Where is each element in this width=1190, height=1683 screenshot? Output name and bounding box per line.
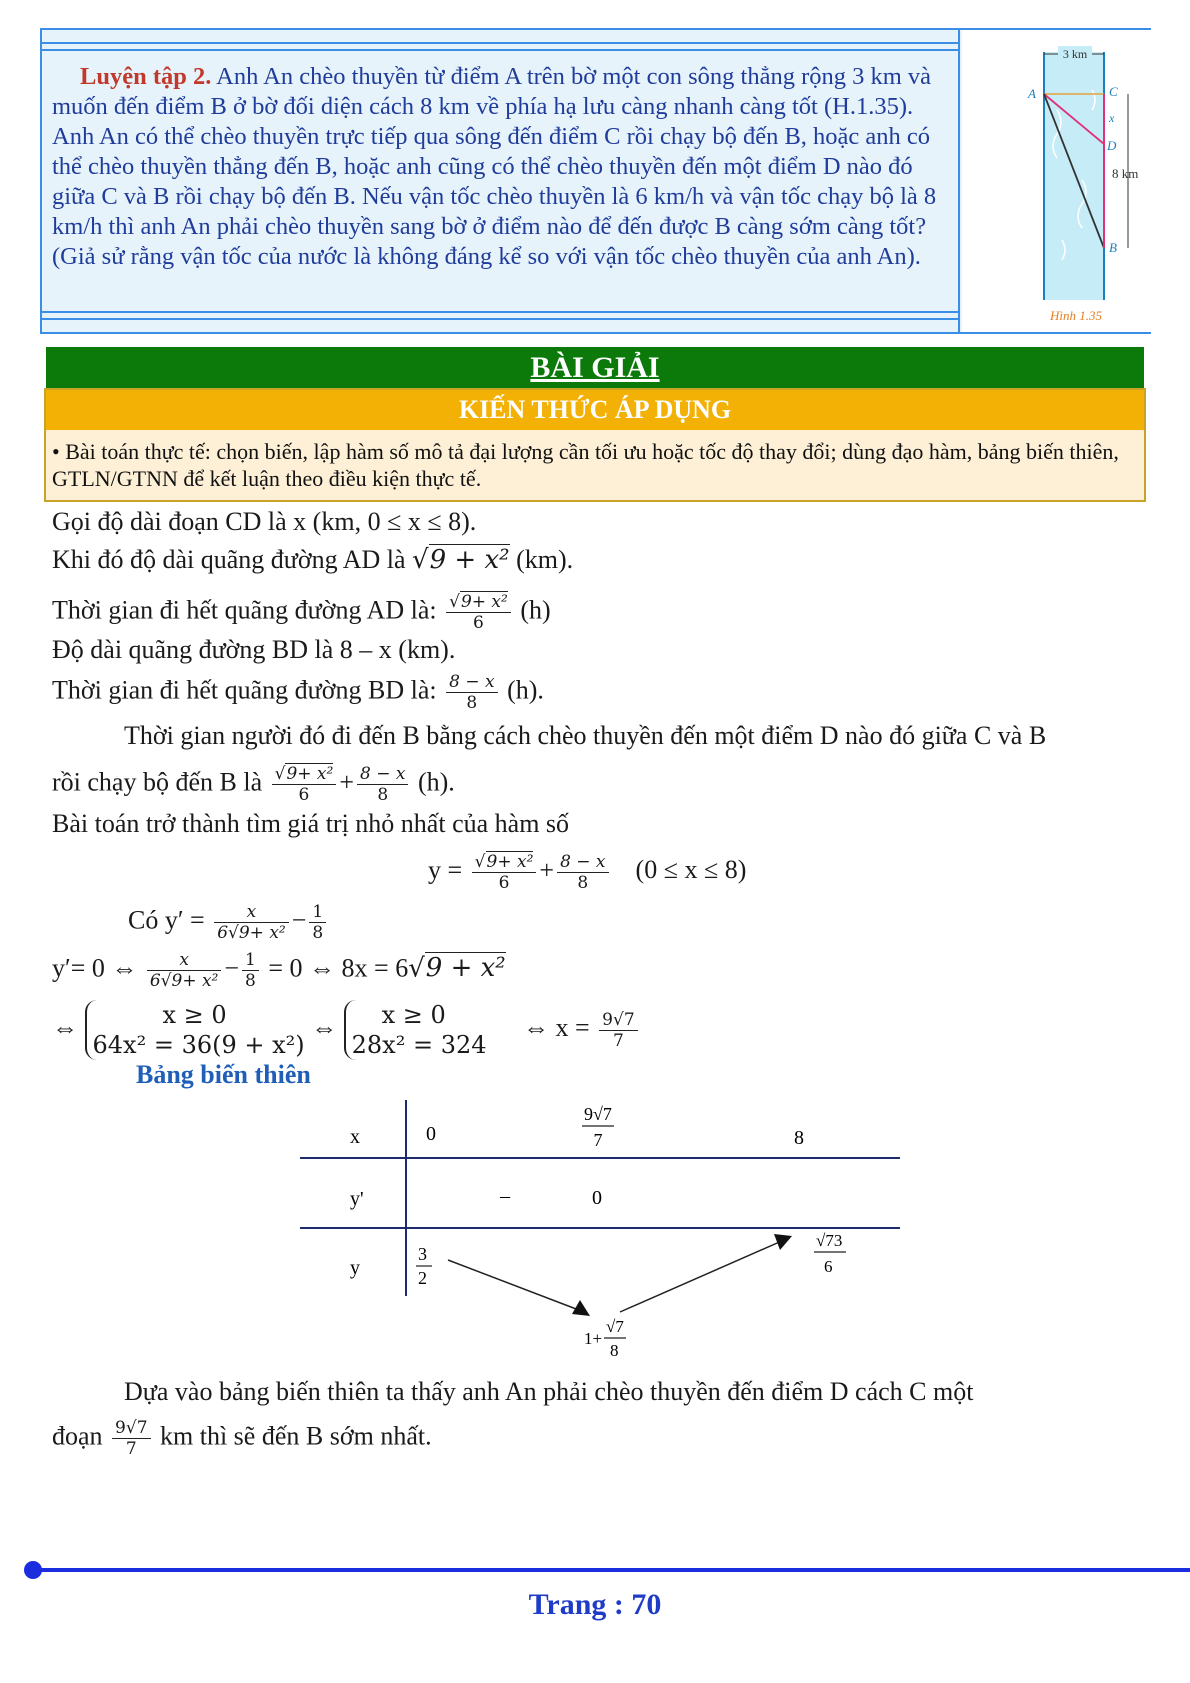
segment-x: x [1109,111,1115,125]
problem-label: Luyện tập 2. [80,63,212,90]
knowledge-title: KIẾN THỨC ÁP DỤNG [46,390,1144,430]
width-label: 3 km [1062,47,1088,61]
top-double-rule [42,42,958,51]
sqrt-radicand: 9 + x² [429,545,510,575]
frac-num-radicand: 9+ x² [460,592,508,612]
problem-box [40,28,1151,334]
increasing-arrowhead [774,1234,792,1250]
frac-den: 8 [577,873,589,893]
system-1 [85,1000,305,1060]
problem-text: Anh An chèo thuyền từ điểm A trên bờ một con sông thẳng rộng 3 km và muốn đến điểm B ở bờ đối diện cách 8 km về phía hạ lưu càng nhanh càng tốt (H.1.35). Anh An có thể chèo thuyền trực tiếp qua sông đến điểm C rồi chạy bộ đến B, hoặc anh có thể chèo thuyền thẳng đến B, hoặc anh cũng có thể chèo thuyền đến một điểm D nào đó giữa C và B rồi chạy bộ đến B. Nếu vận tốc chèo thuyền là 6 km/h và vận tốc chạy bộ là 8 km/h thì anh An phải chèo thuyền sang bờ ở điểm nào để đến được B càng sớm càng tốt? (Giả sử rằng vận tốc của nước là không đáng kể so với vận tốc chèo thuyền của anh An). [52,63,937,270]
line-1: Gọi độ dài đoạn CD là x (km, 0 ≤ x ≤ 8). [52,507,477,536]
y-min-den: 8 [610,1341,619,1360]
line-5 [52,672,544,713]
fraction-1 [472,852,537,893]
line-14-text: đoạn [52,1421,110,1451]
line-3-unit: (h) [513,595,551,625]
line-2-text: Khi đó độ dài quãng đường AD là [52,545,413,574]
y-equals: y = [428,855,469,885]
y-left-den: 2 [418,1268,427,1288]
line-11-text: = 0 ⇔ 8x = 6 [261,953,409,983]
line-7-unit: (h). [411,767,455,797]
x-value-critical-num: 9√7 [584,1104,612,1124]
x-value-0: 0 [426,1123,436,1145]
line-9-function [428,852,746,893]
frac-den: 6 [498,873,510,893]
frac-den: 8 [245,971,256,991]
frac-num: 9√7 [599,1010,637,1031]
line-3 [52,592,551,633]
length-label: 8 km [1112,166,1139,181]
domain: (0 ≤ x ≤ 8) [635,855,747,885]
y-right-num: √73 [816,1231,843,1250]
line-13: Dựa vào bảng biến thiên ta thấy anh An phải chèo thuyền đến điểm D cách C một [124,1377,974,1406]
frac-den: 7 [612,1030,624,1051]
variation-table-title: Bảng biến thiên [136,1060,311,1089]
row-yprime-label: y' [350,1188,364,1210]
river-figure [962,30,1152,332]
frac-num: 8 − x [557,852,608,873]
knowledge-box [44,388,1146,502]
system-1-row-2: 64x² = 36(9 + x²) [92,1031,305,1059]
fraction-2 [309,902,326,943]
frac-den: 8 [466,693,478,713]
river-diagram [962,30,1152,332]
frac-num: 9√7 [112,1418,150,1439]
derivative-label: Có y′ = [128,905,212,935]
line-11 [52,950,506,991]
minus-sign: − [224,953,240,983]
sqrt-radicand: 9 + x² [425,953,506,984]
point-C: C [1109,84,1118,99]
minus-sign: − [291,905,307,935]
frac-den: 6√9+ x² [217,923,286,943]
line-14 [52,1418,432,1459]
yprime-zero: 0 [592,1187,602,1209]
knowledge-body: • Bài toán thực tế: chọn biến, lập hàm số mô tả đại lượng cần tối ưu hoặc tốc độ thay đổi; dùng đạo hàm, bảng biến thiên, GTLN/GTNN để kết luận theo điều kiện thực tế. [52,439,1119,491]
frac-num: √9+ x² [472,852,537,873]
line-7-text: rồi chạy bộ đến B là [52,767,269,797]
frac-den: 6√9+ x² [149,971,219,991]
system-1-row-1: x ≥ 0 [162,1001,227,1029]
figure-caption: Hình 1.35 [1050,308,1102,323]
increasing-arrow [620,1240,784,1312]
equiv-1: ⇔ [52,1012,78,1042]
x-value-critical-den: 7 [593,1130,603,1150]
decreasing-arrow [448,1260,584,1312]
fraction-1 [214,902,289,943]
line-6: Thời gian người đó đi đến B bằng cách chèo thuyền đến một điểm D nào đó giữa C và B [124,721,1047,750]
point-A: A [1028,86,1036,101]
fraction-bd-time [446,672,497,713]
frac-num: 8 − x [446,672,497,693]
fraction-ad-time [446,592,511,633]
line-2 [52,544,573,576]
sqrt-expression: √9 + x² [412,545,510,575]
frac-num: √9+ x² [446,592,511,613]
line-12-systems [52,1000,641,1060]
frac-num-radicand: 9+ x² [286,764,334,784]
point-D: D [1107,138,1117,153]
system-2-row-1: x ≥ 0 [381,1001,446,1029]
bottom-double-rule [42,311,958,320]
y-right-den: 6 [824,1257,833,1276]
row-x-label: x [350,1126,360,1148]
system-2-row-2: 28x² = 324 [351,1031,487,1059]
frac-num: x [147,950,222,971]
variation-table [290,1098,910,1368]
frac-num: 1 [309,902,326,923]
plus-sign: + [339,767,354,797]
line-7 [52,764,455,805]
solution-banner [46,347,1144,388]
line-5-text: Thời gian đi hết quãng đường BD là: [52,675,444,705]
yprime-sign: – [500,1185,510,1207]
footer-dot [24,1561,42,1579]
line-2-unit: (km). [509,545,574,574]
frac-den: 8 [312,923,324,943]
fraction-2 [357,764,408,805]
x-value-8: 8 [794,1127,804,1149]
frac-den: 7 [125,1439,137,1459]
frac-num-radicand: 9+ x² [486,852,534,872]
fraction-1 [147,950,222,991]
solution-x: ⇔ x = [523,1012,597,1042]
frac-den: 8 [377,785,389,805]
answer-fraction [112,1418,150,1459]
row-y-label: y [350,1257,360,1279]
yprime-zero: y′= 0 ⇔ [52,953,144,983]
point-B: B [1109,240,1117,255]
line-5-unit: (h). [500,675,544,705]
plus-sign: + [539,855,555,885]
page-number: Trang : 70 [528,1588,662,1621]
solution-title: BÀI GIẢI [530,351,660,384]
frac-num: 8 − x [357,764,408,785]
fraction-2 [242,950,259,991]
sqrt-expression: √9 + x² [408,953,506,984]
line-14-end: km thì sẽ đến B sớm nhất. [153,1421,432,1451]
y-left-num: 3 [418,1244,427,1264]
y-min-num: √7 [606,1317,624,1336]
river [1044,52,1104,300]
frac-den: 6 [298,785,310,805]
y-min-prefix: 1+ [584,1329,603,1348]
frac-num: √9+ x² [272,764,337,785]
fraction-2 [557,852,608,893]
equiv-2: ⇔ [311,1012,338,1042]
footer-rule [26,1568,1190,1572]
line-3-text: Thời gian đi hết quãng đường AD là: [52,595,444,625]
line-10-derivative [128,902,329,943]
figure-separator [958,30,960,332]
line-4: Độ dài quãng đường BD là 8 – x (km). [52,635,456,664]
system-2 [344,1000,487,1060]
fraction-1 [272,764,337,805]
line-8: Bài toán trở thành tìm giá trị nhỏ nhất của hàm số [52,809,570,838]
solution-fraction [599,1010,637,1051]
frac-den: 6 [473,613,484,633]
frac-num: 1 [242,950,259,971]
frac-num: x [214,902,289,923]
problem-statement [52,62,952,272]
